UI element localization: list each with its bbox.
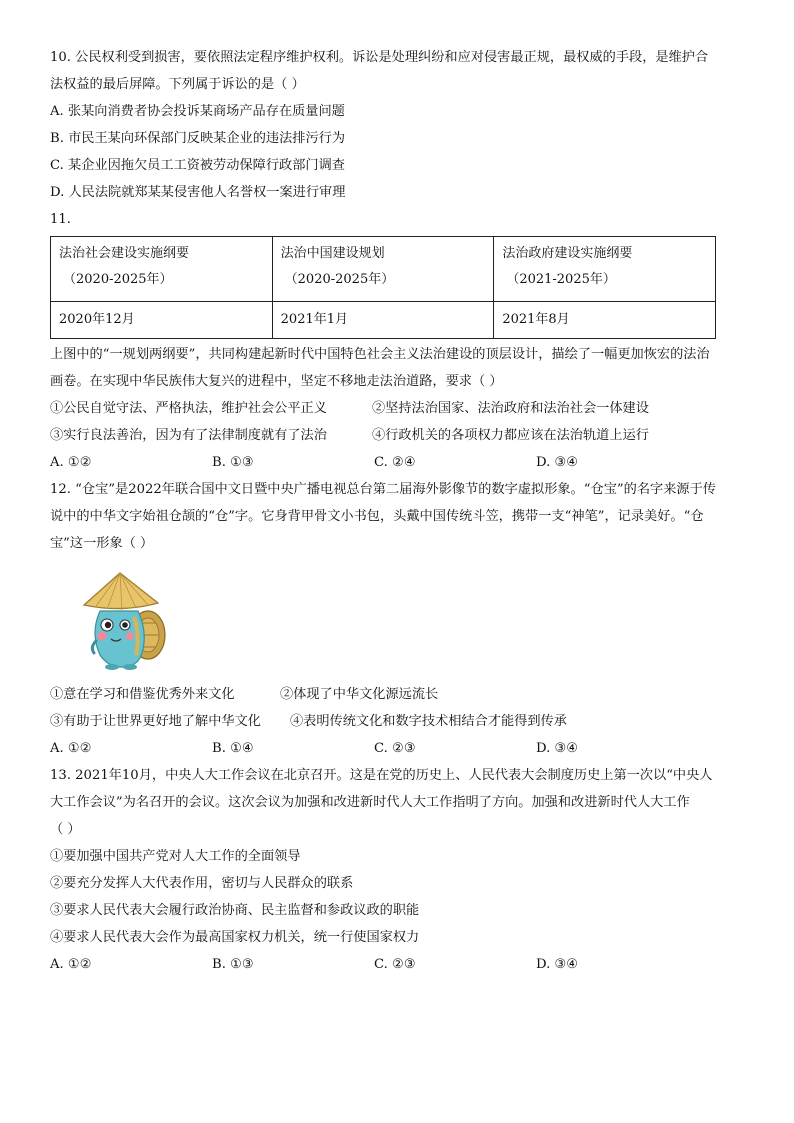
q11-table-cell-1 — [51, 237, 273, 302]
q11-statements-row1 — [50, 395, 750, 422]
q13-option-b[interactable]: B. ①③ — [212, 957, 254, 972]
q12-statement-3: ③有助于让世界更好地了解中华文化 — [50, 714, 261, 729]
q12-option-b[interactable]: B. ①④ — [212, 741, 254, 756]
q11-stem-line2: 画卷。在实现中华民族伟大复兴的进程中，坚定不移地走法治道路，要求（ ） — [50, 374, 503, 389]
q11-doc-3-date: 2021年8月 — [494, 302, 716, 339]
q11-doc-1-period: （2020-2025年） — [63, 272, 173, 287]
q11-table-cell-3 — [494, 237, 716, 302]
q13-statement-4: ④要求人民代表大会作为最高国家权力机关，统一行使国家权力 — [50, 930, 420, 945]
q10-option-d[interactable]: D. 人民法院就郑某某侵害他人名誉权一案进行审理 — [50, 185, 346, 200]
q11-doc-2-period: （2020-2025年） — [284, 272, 395, 287]
q10-stem-line2: 法权益的最后屏障。下列属于诉讼的是（ ） — [50, 77, 305, 92]
q12-statement-4: ④表明传统文化和数字技术相结合才能得到传承 — [290, 714, 567, 729]
q13-stem-line2: 大工作会议”为名召开的会议。这次会议为加强和改进新时代人大工作指明了方向。加强和改进新时代人大工作 — [50, 795, 690, 810]
q11-table — [50, 236, 716, 339]
q10-stem-line1: 10. 公民权利受到损害，要依照法定程序维护权利。诉讼是处理纠纷和应对侵害最正规，最权威的手段，是维护合 — [50, 50, 709, 65]
question-12 — [50, 476, 750, 762]
q13-option-d[interactable]: D. ③④ — [536, 957, 579, 972]
q13-option-c[interactable]: C. ②③ — [374, 957, 416, 972]
q11-doc-2-title: 法治中国建设规划 — [280, 246, 385, 261]
q11-statements-row2 — [50, 422, 750, 449]
q11-doc-2-date: 2021年1月 — [272, 302, 494, 339]
q13-options — [50, 951, 750, 978]
question-11 — [50, 206, 750, 476]
q10-option-b[interactable]: B. 市民王某向环保部门反映某企业的违法排污行为 — [50, 131, 346, 146]
q12-options — [50, 735, 750, 762]
question-13 — [50, 762, 750, 978]
q11-number: 11. — [50, 212, 71, 227]
q12-statements-row2 — [50, 708, 750, 735]
q10-option-c[interactable]: C. 某企业因拖欠员工工资被劳动保障行政部门调查 — [50, 158, 345, 173]
q12-statement-1: ①意在学习和借鉴优秀外来文化 — [50, 687, 235, 702]
q11-option-a[interactable]: A. ①② — [50, 455, 92, 470]
q11-statement-4: ④行政机关的各项权力都应该在法治轨道上运行 — [372, 428, 649, 443]
q13-option-a[interactable]: A. ①② — [50, 957, 92, 972]
q11-option-b[interactable]: B. ①③ — [212, 455, 254, 470]
q13-statement-3: ③要求人民代表大会履行政治协商、民主监督和参政议政的职能 — [50, 903, 420, 918]
q11-doc-1-title: 法治社会建设实施纲要 — [59, 246, 190, 261]
q13-stem-line3: （ ） — [50, 822, 81, 837]
q11-option-c[interactable]: C. ②④ — [374, 455, 416, 470]
q12-statement-2: ②体现了中华文化源远流长 — [280, 687, 439, 702]
q12-stem-line2: 说中的中华文字始祖仓颉的“仓”字。它身背甲骨文小书包，头戴中国传统斗笠，携带一支“神笔”，记录美好。“仓 — [50, 509, 704, 524]
q11-statement-2: ②坚持法治国家、法治政府和法治社会一体建设 — [372, 401, 649, 416]
exam-page — [50, 44, 750, 978]
q11-options — [50, 449, 750, 476]
q10-option-a[interactable]: A. 张某向消费者协会投诉某商场产品存在质量问题 — [50, 104, 345, 119]
q13-stem-line1: 13. 2021年10月，中央人大工作会议在北京召开。这是在党的历史上、人民代表大会制度历史上第一次以“中央人 — [50, 768, 713, 783]
q12-stem-line1: 12. “仓宝”是2022年联合国中文日暨中央广播电视总台第二届海外影像节的数字虚拟形象。“仓宝”的名字来源于传 — [50, 482, 716, 497]
q13-statement-2: ②要充分发挥人大代表作用，密切与人民群众的联系 — [50, 876, 354, 891]
q11-doc-3-title: 法治政府建设实施纲要 — [502, 246, 633, 261]
q11-statement-1: ①公民自觉守法、严格执法，维护社会公平正义 — [50, 401, 327, 416]
q13-statement-1: ①要加强中国共产党对人大工作的全面领导 — [50, 849, 301, 864]
q11-doc-3-period: （2021-2025年） — [506, 272, 616, 287]
q12-statements-row1 — [50, 681, 750, 708]
cangbao-mascot-image — [78, 563, 168, 673]
question-10 — [50, 44, 750, 206]
q12-stem-line3: 宝”这一形象（ ） — [50, 536, 154, 551]
q11-doc-1-date: 2020年12月 — [51, 302, 273, 339]
q11-statement-3: ③实行良法善治，因为有了法律制度就有了法治 — [50, 428, 327, 443]
q12-option-a[interactable]: A. ①② — [50, 741, 92, 756]
q12-option-c[interactable]: C. ②③ — [374, 741, 416, 756]
q12-option-d[interactable]: D. ③④ — [536, 741, 579, 756]
q11-stem-line1: 上图中的“一规划两纲要”，共同构建起新时代中国特色社会主义法治建设的顶层设计，描绘了一幅更加恢宏的法治 — [50, 347, 710, 362]
q11-option-d[interactable]: D. ③④ — [536, 455, 579, 470]
q11-table-cell-2 — [272, 237, 494, 302]
